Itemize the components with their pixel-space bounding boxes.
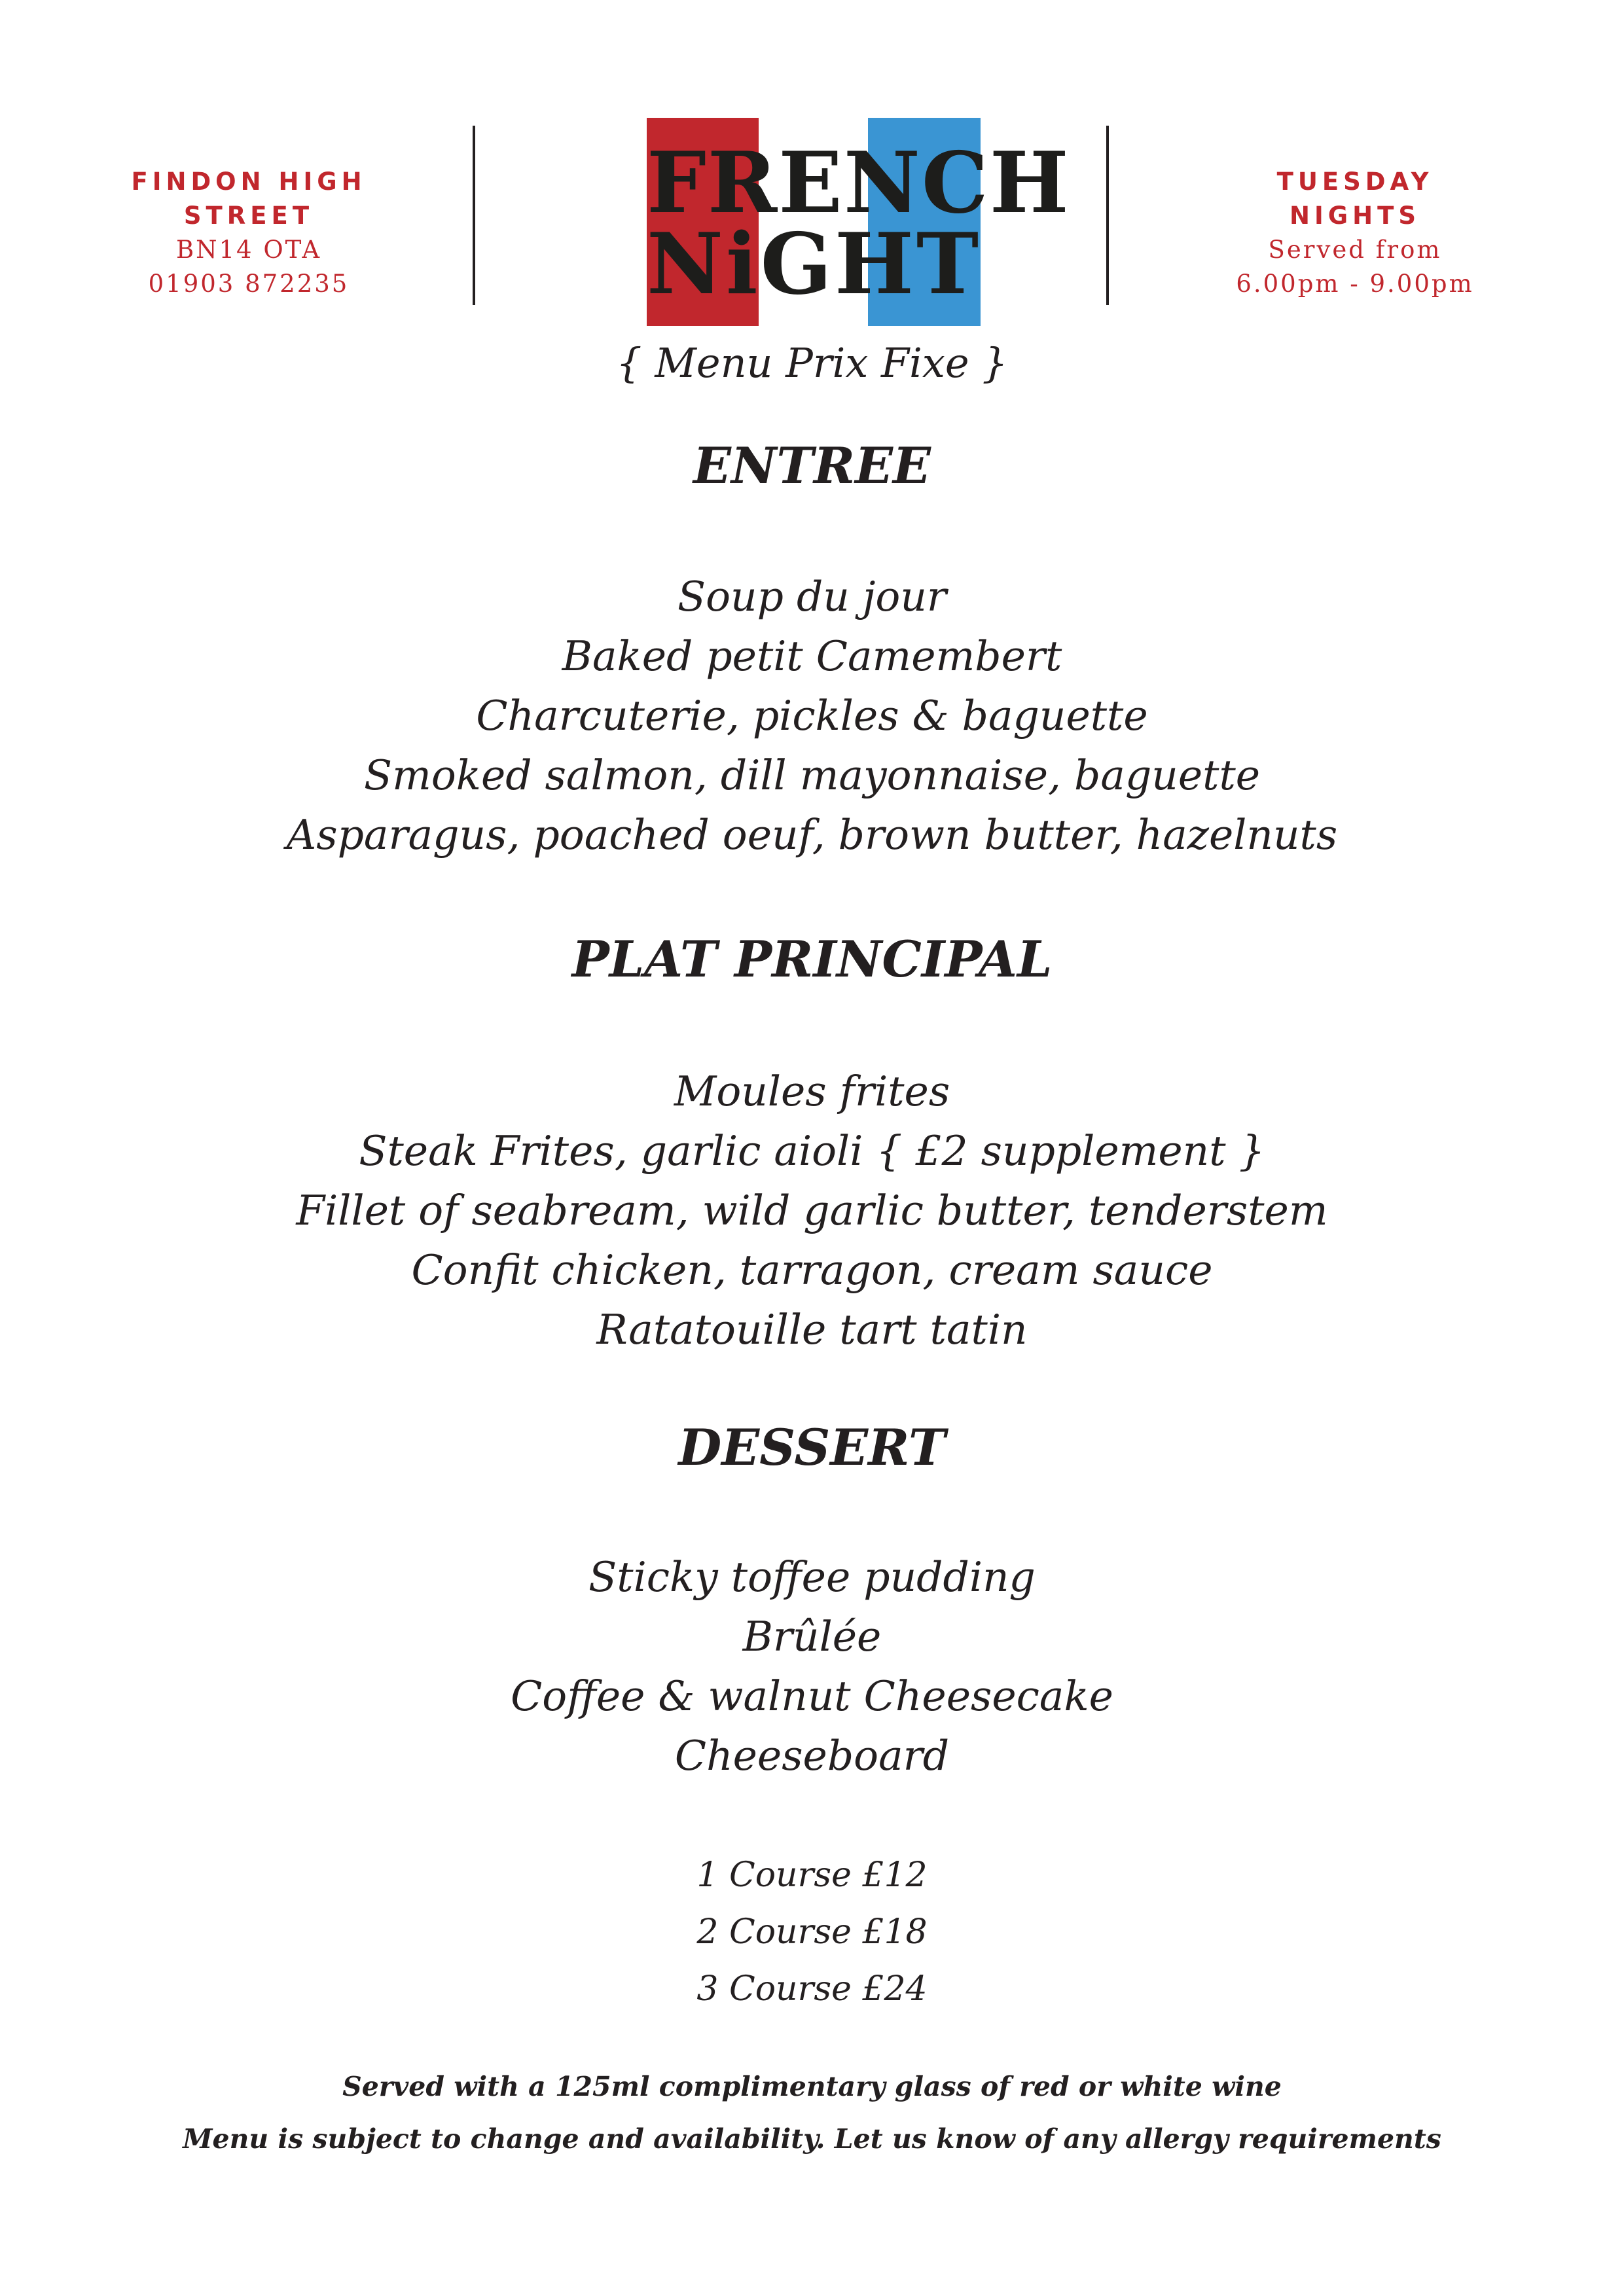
plat-principal-list: [0, 1062, 1624, 1359]
french-night-logo: [647, 118, 1070, 326]
section-title-plat-principal: PLAT PRINCIPAL: [571, 930, 1053, 988]
venue-phone[interactable]: 01903 872235: [148, 270, 350, 298]
opening-day: TUESDAY NIGHTS: [1276, 168, 1434, 230]
entree-list: [0, 567, 1624, 865]
wine-note: Served with a 125ml complimentary glass of red or white wine: [342, 2071, 1282, 2102]
menu-item: Ratatouille tart tatin: [596, 1306, 1028, 1354]
venue-street: FINDON HIGH STREET: [131, 168, 367, 230]
allergy-note: Menu is subject to change and availability. Let us know of any allergy requirements: [183, 2123, 1441, 2155]
dessert-list: [0, 1547, 1624, 1785]
menu-item: Asparagus, poached oeuf, brown butter, hazelnuts: [286, 811, 1338, 859]
menu-item: Charcuterie, pickles & baguette: [476, 692, 1148, 740]
menu-item: Cheeseboard: [674, 1732, 950, 1780]
menu-item: Smoked salmon, dill mayonnaise, baguette: [363, 751, 1261, 799]
divider-right: [1106, 126, 1109, 305]
menu-item: Confit chicken, tarragon, cream sauce: [411, 1246, 1213, 1294]
logo-word-night: NiGHT: [647, 215, 982, 314]
menu-item: Soup du jour: [677, 573, 947, 620]
price-line: 1 Course £12: [696, 1856, 928, 1895]
section-title-entree: ENTREE: [693, 437, 931, 495]
menu-subtitle: { Menu Prix Fixe }: [616, 339, 1008, 387]
opening-times-block: [1224, 165, 1486, 301]
course-prices: [0, 1847, 1624, 2018]
divider-left: [473, 126, 475, 305]
menu-item: Coffee & walnut Cheesecake: [511, 1672, 1113, 1720]
menu-item: Steak Frites, garlic aioli { £2 supplement }: [359, 1127, 1265, 1175]
serving-hours: 6.00pm - 9.00pm: [1236, 270, 1474, 298]
venue-postcode: BN14 OTA: [175, 236, 322, 264]
menu-item: Fillet of seabream, wild garlic butter, tenderstem: [296, 1187, 1328, 1234]
menu-item: Brûlée: [742, 1613, 882, 1660]
section-title-dessert: DESSERT: [678, 1418, 946, 1477]
venue-address-block: [118, 165, 380, 301]
served-from-label: Served from: [1268, 236, 1442, 264]
menu-item: Moules frites: [674, 1067, 950, 1115]
menu-item: Baked petit Camembert: [562, 632, 1062, 680]
price-line: 3 Course £24: [696, 1969, 928, 2009]
menu-item: Sticky toffee pudding: [588, 1553, 1036, 1601]
logo-word-french: FRENCH: [647, 134, 1070, 232]
price-line: 2 Course £18: [696, 1912, 928, 1952]
